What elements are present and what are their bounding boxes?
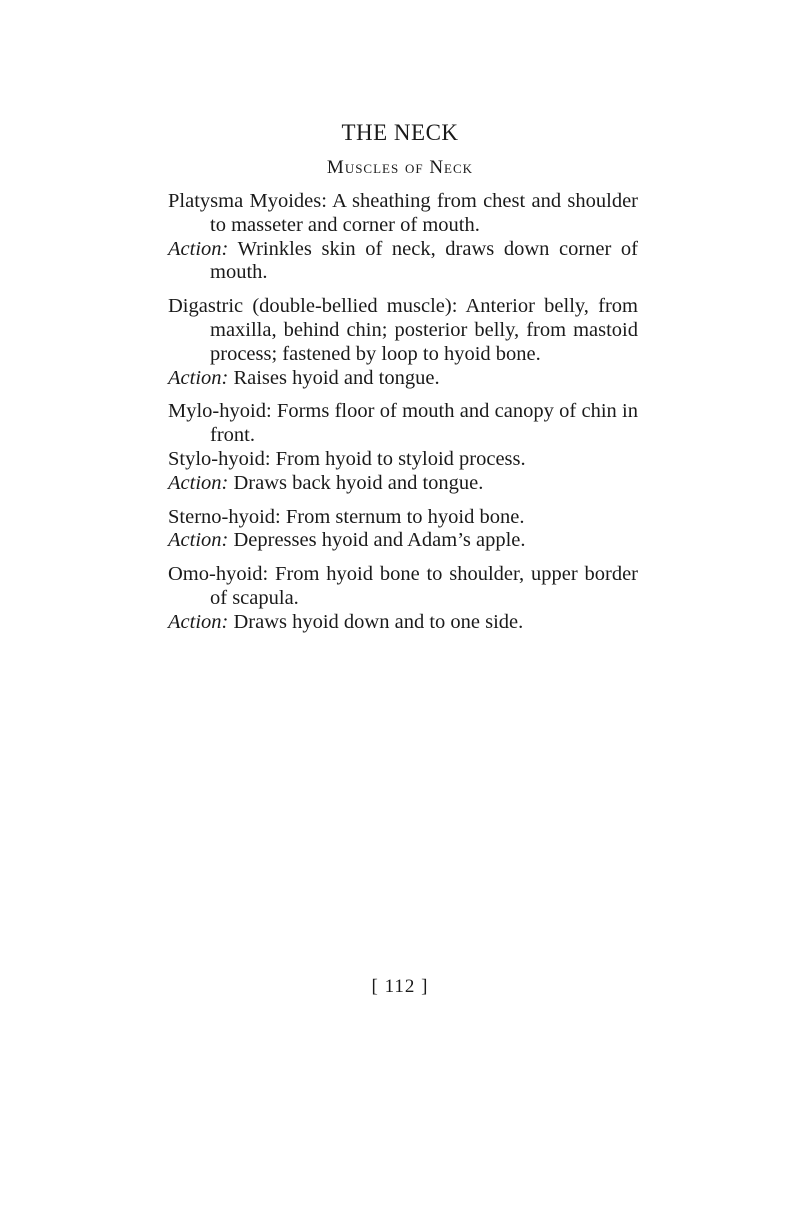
action-text: Depresses hyoid and Adam’s apple.	[233, 529, 526, 552]
muscle-entry-sterno-hyoid	[168, 506, 638, 554]
muscle-action	[168, 472, 638, 496]
action-label: Action:	[168, 366, 229, 389]
action-text: Draws back hyoid and tongue.	[233, 471, 484, 494]
muscle-description: Platysma Myoides: A sheathing from chest and shoulder to masseter and corner of mouth.	[168, 190, 638, 236]
page-title: THE NECK	[341, 120, 459, 145]
muscle-description: Digastric (double-bellied muscle): Anterior belly, from maxilla, behind chin; posterior belly, from mastoid process; fastened by loop to hyoid bone.	[168, 295, 638, 365]
muscle-description: Omo-hyoid: From hyoid bone to shoulder, upper border of scapula.	[168, 563, 638, 609]
muscle-action	[168, 611, 638, 635]
action-label: Action:	[168, 529, 229, 552]
muscle-entry-platysma	[168, 190, 638, 285]
action-text: Raises hyoid and tongue.	[233, 366, 440, 389]
muscle-entry-mylo-hyoid	[168, 400, 638, 448]
muscle-action	[168, 238, 638, 286]
muscle-action	[168, 367, 638, 391]
muscle-description: Sterno-hyoid: From sternum to hyoid bone.	[168, 505, 525, 528]
action-label: Action:	[168, 610, 229, 633]
muscle-entry-omo-hyoid	[168, 563, 638, 634]
muscle-action	[168, 529, 638, 553]
action-label: Action:	[168, 471, 229, 494]
page-number: [ 112 ]	[371, 976, 429, 997]
action-text: Draws hyoid down and to one side.	[233, 610, 524, 633]
action-text: Wrinkles skin of neck, draws down corner of mouth.	[210, 237, 638, 284]
muscle-description: Stylo-hyoid: From hyoid to styloid process.	[168, 447, 526, 470]
muscle-list	[168, 190, 638, 645]
action-label: Action:	[168, 237, 229, 260]
section-title: Muscles of Neck	[326, 157, 474, 178]
muscle-entry-digastric	[168, 295, 638, 390]
muscle-description: Mylo-hyoid: Forms floor of mouth and canopy of chin in front.	[168, 400, 638, 447]
muscle-entry-stylo-hyoid	[168, 448, 638, 496]
